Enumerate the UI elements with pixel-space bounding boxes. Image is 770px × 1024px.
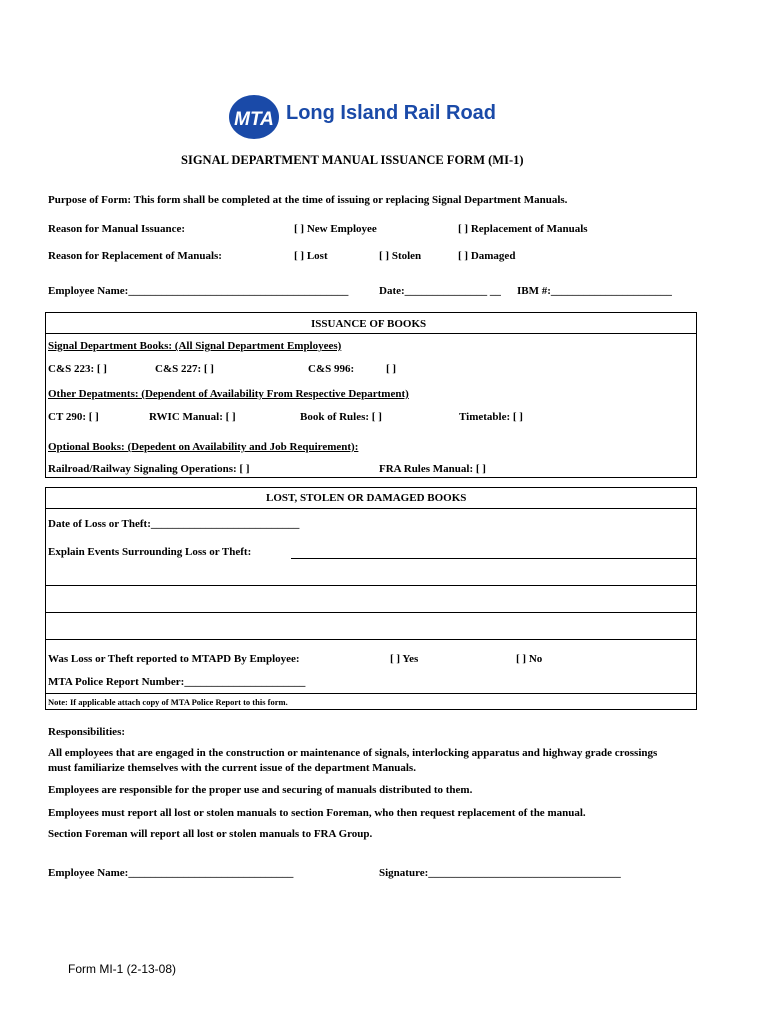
reported-mtapd-label: Was Loss or Theft reported to MTAPD By Employee: [48,653,300,665]
form-footer: Form MI-1 (2-13-08) [68,962,177,976]
mta-badge-text: MTA [234,109,274,130]
responsibilities-heading: Responsibilities: [48,726,126,738]
cs996-label: C&S 996: [308,363,355,375]
date-of-loss-field[interactable]: Date of Loss or Theft:___________________________ [48,518,300,530]
new-employee-checkbox[interactable]: [ ] New Employee [294,223,377,235]
issuance-header: ISSUANCE OF BOOKS [311,318,427,330]
signal-books-heading: Signal Department Books: (All Signal Department Employees) [48,340,342,352]
reason-issuance-label: Reason for Manual Issuance: [48,223,186,235]
reported-yes-checkbox[interactable]: [ ] Yes [390,653,419,665]
explain-events-label: Explain Events Surrounding Loss or Theft: [48,546,252,558]
rwic-checkbox[interactable]: RWIC Manual: [ ] [149,411,236,423]
reported-no-checkbox[interactable]: [ ] No [516,653,543,665]
cs223-checkbox[interactable]: C&S 223: [ ] [48,363,107,375]
explain-line-4[interactable] [45,639,697,640]
police-report-note: Note: If applicable attach copy of MTA Police Report to this form. [48,697,288,707]
damaged-checkbox[interactable]: [ ] Damaged [458,250,516,262]
logo-text: Long Island Rail Road [286,102,497,124]
responsibility-2: Employees are responsible for the proper use and securing of manuals distributed to them. [48,784,473,796]
stolen-checkbox[interactable]: [ ] Stolen [379,250,422,262]
mta-logo-icon [228,94,280,140]
reason-replacement-label: Reason for Replacement of Manuals: [48,250,222,262]
signature-field[interactable]: Signature:___________________________________ [379,867,621,879]
responsibility-3: Employees must report all lost or stolen manuals to section Foreman, who then request replacement of the manual. [48,807,586,819]
cs996-checkbox[interactable]: [ ] [386,363,397,375]
book-of-rules-checkbox[interactable]: Book of Rules: [ ] [300,411,382,423]
ct290-checkbox[interactable]: CT 290: [ ] [48,411,99,423]
police-report-field[interactable]: MTA Police Report Number:______________________ [48,676,306,688]
lost-header-divider [45,508,697,509]
purpose-text: Purpose of Form: This form shall be completed at the time of issuing or replacing Signal Department Manuals. [48,194,568,206]
form-title: SIGNAL DEPARTMENT MANUAL ISSUANCE FORM (MI-1) [181,153,524,167]
other-depts-heading: Other Depatments: (Dependent of Availability From Respective Department) [48,388,409,400]
railroad-signaling-checkbox[interactable]: Railroad/Railway Signaling Operations: [ ] [48,463,250,475]
lost-header: LOST, STOLEN OR DAMAGED BOOKS [266,492,467,504]
note-divider [45,693,697,694]
signoff-employee-name-field[interactable]: Employee Name:______________________________ [48,867,294,879]
optional-books-heading: Optional Books: (Depedent on Availability and Job Requirement): [48,441,359,453]
responsibility-1a: All employees that are engaged in the construction or maintenance of signals, interlocking apparatus and highway grade crossings [48,747,658,759]
explain-line-1[interactable] [291,558,696,559]
cs227-checkbox[interactable]: C&S 227: [ ] [155,363,214,375]
lost-checkbox[interactable]: [ ] Lost [294,250,328,262]
date-field[interactable]: Date:_______________ __ [379,285,501,297]
responsibility-4: Section Foreman will report all lost or stolen manuals to FRA Group. [48,828,373,840]
responsibility-1b: must familiarize themselves with the current issue of the department Manuals. [48,762,416,774]
replacement-checkbox[interactable]: [ ] Replacement of Manuals [458,223,588,235]
issuance-header-divider [45,333,697,334]
fra-rules-checkbox[interactable]: FRA Rules Manual: [ ] [379,463,486,475]
explain-line-2[interactable] [45,585,697,586]
employee-name-field[interactable]: Employee Name:________________________________________ [48,285,349,297]
timetable-checkbox[interactable]: Timetable: [ ] [459,411,523,423]
explain-line-3[interactable] [45,612,697,613]
ibm-field[interactable]: IBM #:______________________ [517,285,672,297]
lirr-logo [228,94,528,140]
